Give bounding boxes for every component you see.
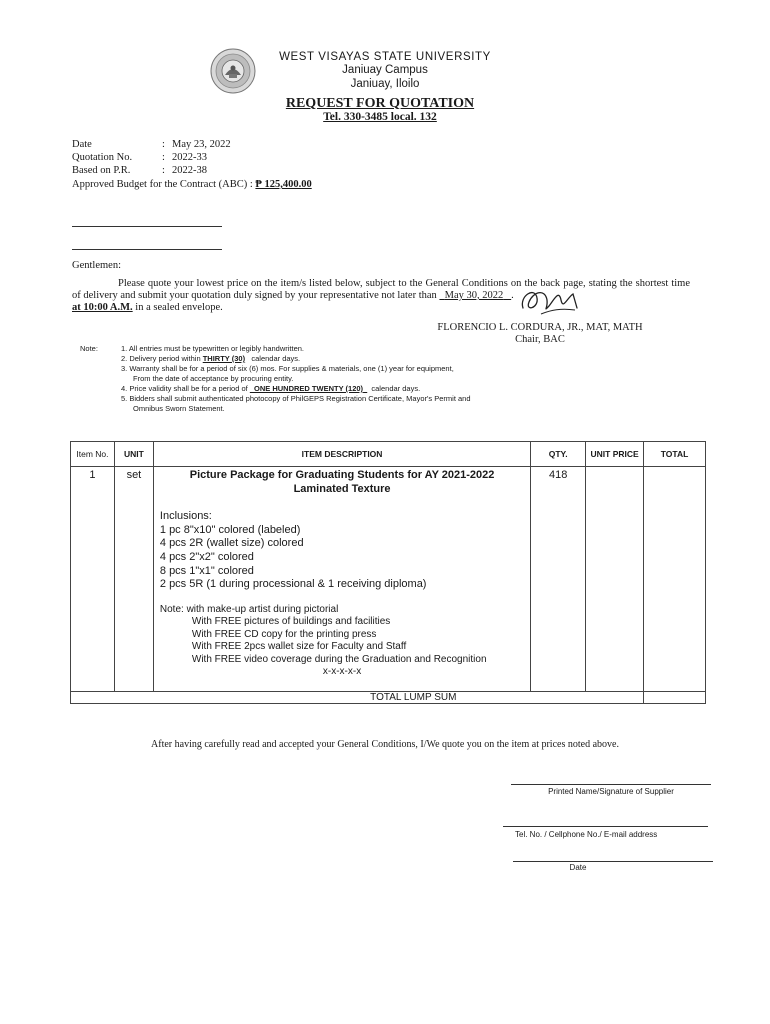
- quotation-value: 2022-33: [172, 152, 207, 163]
- note-1: 1. All entries must be typewritten or legibly handwritten.: [121, 344, 305, 353]
- inclusion-item: 4 pcs 2R (wallet size) colored: [159, 537, 304, 550]
- item-title-2: Laminated Texture: [293, 482, 391, 495]
- note-5-cont: Omnibus Sworn Statement.: [133, 404, 225, 413]
- campus-name: Janiuay Campus: [342, 64, 428, 76]
- item-note: With FREE 2pcs wallet size for Faculty and Staff: [191, 641, 407, 653]
- quotation-label: Quotation No.: [72, 152, 133, 163]
- total-spacer: [586, 692, 644, 704]
- note-3: 3. Warranty shall be for a period of six (6) mos. For supplies & materials, one (1) year for equipment,: [121, 364, 454, 373]
- request-paragraph: Please quote your lowest price on the item/s listed below, subject to the General Conditions on the back page, stating the shortest time of delivery and submit your quotation duly signed by your representative not later than May 30, 2022 . at 10:00 A.M. in a sealed envelope.: [72, 278, 690, 313]
- cell-item-no: 1: [71, 467, 115, 692]
- total-row: [71, 692, 706, 704]
- item-note: With FREE CD copy for the printing press: [191, 628, 377, 640]
- item-title-1: Picture Package for Graduating Students for AY 2021-2022: [189, 469, 495, 481]
- university-name: WEST VISAYAS STATE UNIVERSITY: [279, 51, 491, 63]
- date-signature-label: Date: [569, 863, 587, 872]
- bac-chair-title: Chair, BAC: [515, 334, 565, 345]
- contact-info-line[interactable]: [503, 826, 708, 827]
- recipient-line-2: [72, 249, 222, 250]
- abc-row: [72, 179, 312, 190]
- table-header-row: [71, 442, 706, 467]
- inclusion-item: 8 pcs 1"x1" colored: [159, 564, 254, 577]
- quotation-row: Quotation No. : 2022-33: [72, 152, 207, 163]
- note-4: 4. Price validity shall be for a period of ONE HUNDRED TWENTY (120) calendar days.: [121, 384, 421, 393]
- abc-label: Approved Budget for the Contract (ABC) :: [72, 179, 253, 190]
- inclusion-item: 2 pcs 5R (1 during processional & 1 receiving diploma): [159, 578, 427, 591]
- note-3-cont: From the date of acceptance by procuring entity.: [133, 374, 294, 383]
- cell-qty: 418: [531, 467, 586, 692]
- deadline-time: at 10:00 A.M.: [72, 302, 133, 313]
- item-terminator: x-x-x-x-x: [322, 666, 362, 678]
- item-note: Note: with make-up artist during pictorial: [159, 603, 339, 615]
- inclusions-label: Inclusions:: [159, 510, 212, 523]
- cell-unit-price[interactable]: [586, 467, 644, 692]
- date-row: Date : May 23, 2022: [72, 139, 231, 150]
- notes-label: Note:: [80, 344, 98, 353]
- date-value: May 23, 2022: [172, 139, 231, 150]
- handwritten-signature: [515, 278, 585, 320]
- request-text: Please quote your lowest price on the item/s listed below, subject to the General Conditions on the back page, stating the shortest time of delivery and submit your quotation duly signed by your representative not later than: [72, 278, 690, 301]
- note-2: 2. Delivery period within THIRTY (30) calendar days.: [121, 354, 301, 363]
- pr-value: 2022-38: [172, 165, 207, 176]
- abc-value: ₱ 125,400.00: [255, 179, 312, 190]
- supplier-signature-line[interactable]: [511, 784, 711, 785]
- total-lump-sum-value[interactable]: [644, 692, 706, 704]
- header-qty: QTY.: [531, 442, 586, 467]
- pr-label: Based on P.R.: [72, 165, 131, 176]
- supplier-signature-label: Printed Name/Signature of Supplier: [548, 787, 674, 796]
- table-row: [71, 467, 706, 692]
- bac-chair-name: FLORENCIO L. CORDURA, JR., MAT, MATH: [437, 322, 643, 333]
- telephone-number: Tel. 330-3485 local. 132: [323, 111, 437, 123]
- cell-total[interactable]: [644, 467, 706, 692]
- header-total: TOTAL: [644, 442, 706, 467]
- request-text-end: in a sealed envelope.: [135, 302, 223, 313]
- contact-info-label: Tel. No. / Cellphone No./ E-mail address: [515, 830, 658, 839]
- total-lump-sum-label: TOTAL LUMP SUM: [71, 692, 586, 704]
- date-label: Date: [72, 139, 92, 150]
- cell-unit: set: [114, 467, 153, 692]
- inclusion-item: 1 pc 8"x10" colored (labeled): [159, 523, 301, 536]
- date-line[interactable]: [513, 861, 713, 862]
- note-5: 5. Bidders shall submit authenticated photocopy of PhilGEPS Registration Certificate, Mayor's Permit and: [121, 394, 471, 403]
- inclusion-item: 4 pcs 2"x2" colored: [159, 550, 254, 563]
- header-unit-price: UNIT PRICE: [586, 442, 644, 467]
- quotation-table: [70, 441, 706, 704]
- header-unit: UNIT: [114, 442, 153, 467]
- item-note: With FREE video coverage during the Graduation and Recognition: [191, 653, 487, 665]
- campus-city: Janiuay, Iloilo: [350, 78, 420, 90]
- header-item-no: Item No.: [71, 442, 115, 467]
- notes-list: [121, 344, 571, 414]
- pr-row: Based on P.R. : 2022-38: [72, 165, 207, 176]
- salutation: Gentlemen:: [72, 260, 121, 271]
- item-note: With FREE pictures of buildings and facilities: [191, 616, 391, 628]
- header-description: ITEM DESCRIPTION: [153, 442, 530, 467]
- recipient-line-1: [72, 226, 222, 227]
- page-title: REQUEST FOR QUOTATION: [285, 96, 475, 111]
- deadline-date: May 30, 2022: [444, 290, 504, 301]
- cell-description: [153, 467, 530, 692]
- acceptance-statement: After having carefully read and accepted your General Conditions, I/We quote you on the item at prices noted above.: [151, 739, 619, 750]
